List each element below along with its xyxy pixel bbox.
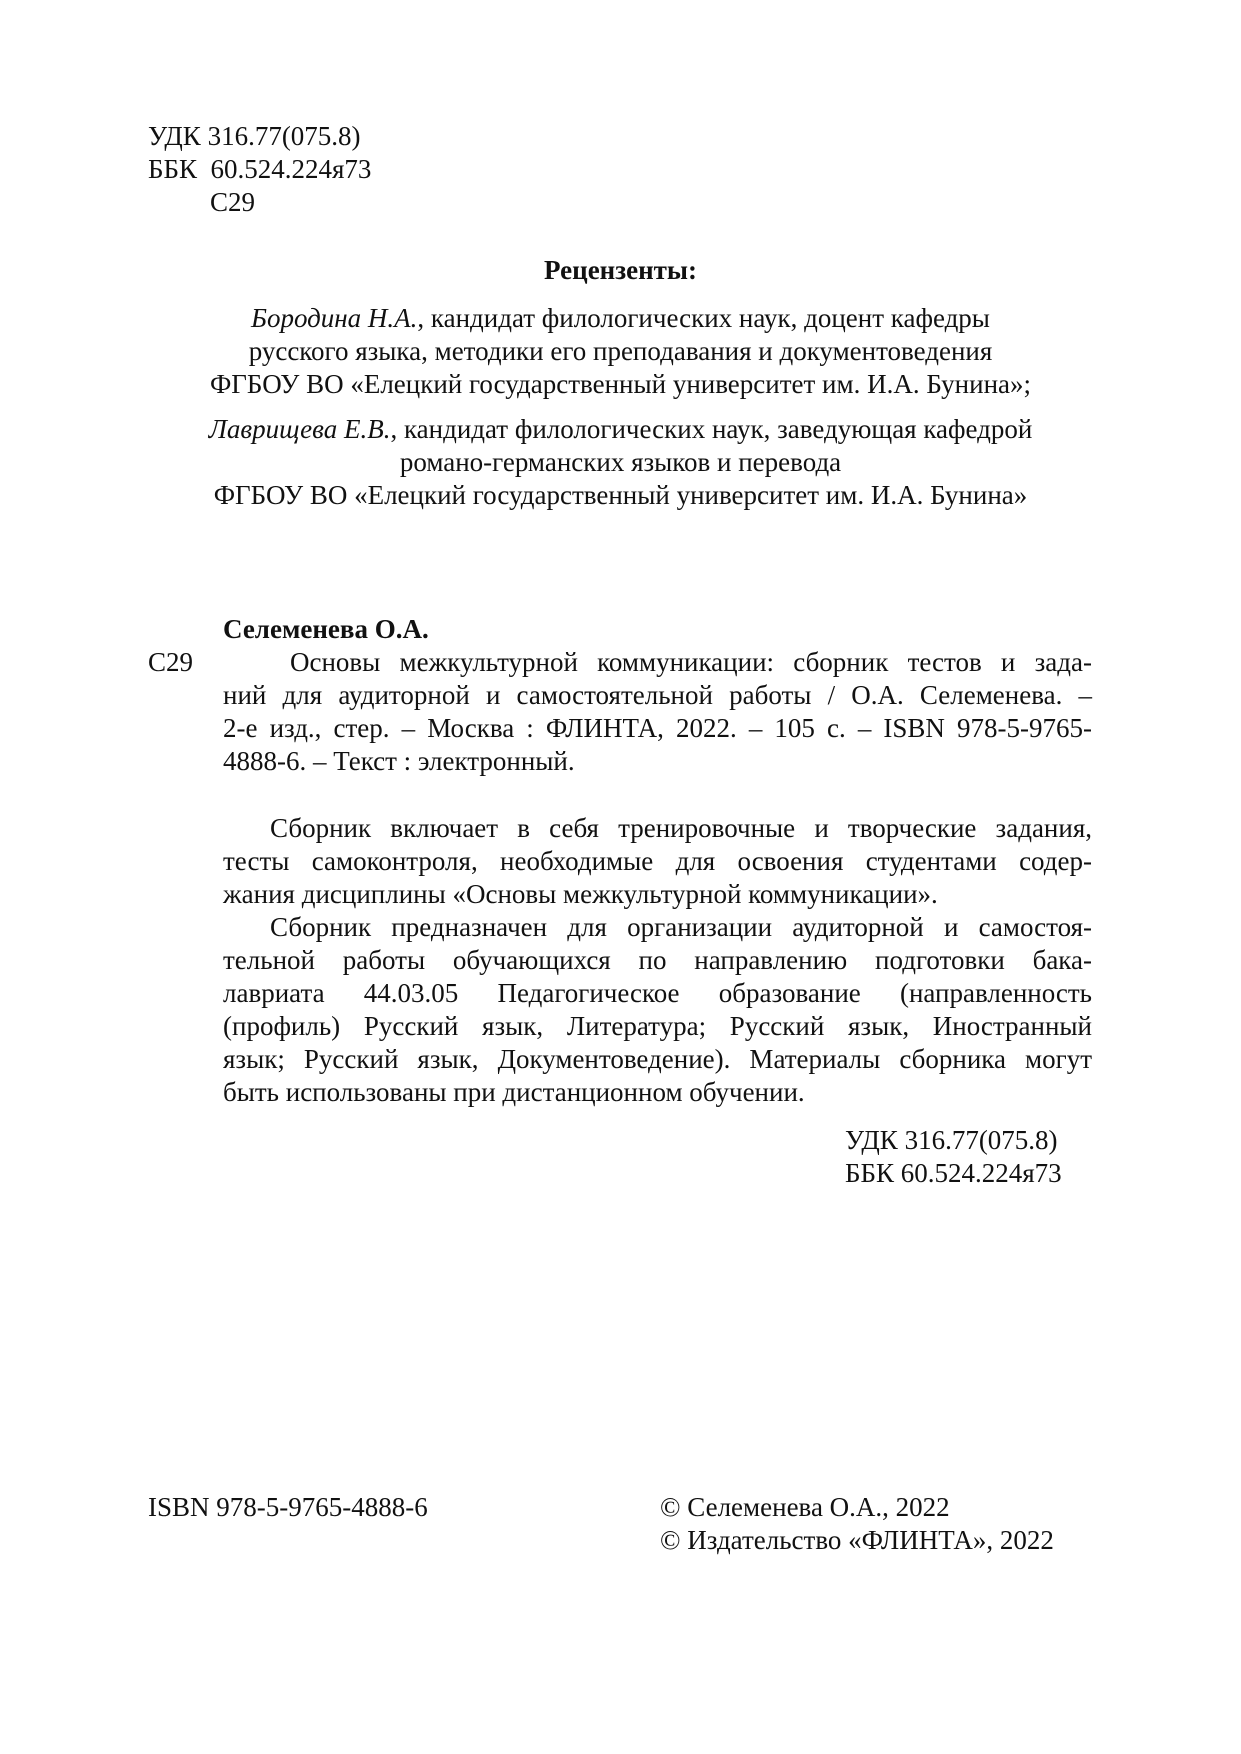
reviewer-2-title: , кандидат филологических наук, заведующая кафедрой — [390, 414, 1033, 444]
annotation-p2-line-3: лавриата 44.03.05 Педагогическое образование (направленность — [223, 978, 1092, 1008]
reviewer-2-line-3: ФГБОУ ВО «Елецкий государственный университет им. И.А. Бунина» — [213, 480, 1028, 510]
annotation-p1-line-2: тесты самоконтроля, необходимые для освоения студентами содер- — [223, 846, 1092, 876]
author-sign-top: С29 — [210, 187, 256, 217]
bib-line-4: 4888-6. – Текст : электронный. — [223, 746, 575, 776]
udk-bottom: УДК 316.77(075.8) — [845, 1125, 1058, 1155]
annotation-p2-line-2: тельной работы обучающихся по направлению подготовки бака- — [223, 945, 1092, 975]
isbn: ISBN 978-5-9765-4888-6 — [148, 1492, 428, 1522]
reviewer-1-line-1 — [0, 302, 1241, 335]
annotation-p1-line-1: Сборник включает в себя тренировочные и творческие задания, — [270, 813, 1092, 843]
reviewers-heading: Рецензенты: — [544, 255, 697, 285]
bbk-top: ББК 60.524.224я73 — [148, 154, 372, 184]
author-sign: С29 — [148, 647, 194, 677]
reviewer-2-name: Лаврищева Е.В. — [208, 414, 391, 444]
annotation-p1-line-3: жания дисциплины «Основы межкультурной коммуникации». — [223, 879, 938, 909]
bbk-bottom: ББК 60.524.224я73 — [845, 1158, 1062, 1188]
book-author: Селеменева О.А. — [223, 614, 429, 644]
bib-line-1: Основы межкультурной коммуникации: сборник тестов и зада- — [290, 647, 1092, 677]
reviewer-2-line-1 — [0, 413, 1241, 446]
annotation-p2-line-6: быть использованы при дистанционном обучении. — [223, 1077, 805, 1107]
reviewer-1-line-3: ФГБОУ ВО «Елецкий государственный университет им. И.А. Бунина»; — [209, 369, 1032, 399]
reviewer-1-line-2: русского языка, методики его преподавания и документоведения — [248, 336, 993, 366]
reviewer-1-title: , кандидат филологических наук, доцент кафедры — [417, 303, 990, 333]
reviewer-2-line-2: романо-германских языков и перевода — [399, 447, 842, 477]
copyright-author: © Селеменева О.А., 2022 — [660, 1492, 950, 1522]
bib-line-2: ний для аудиторной и самостоятельной работы / О.А. Селеменева. – — [223, 680, 1092, 710]
reviewer-1-name: Бородина Н.А. — [251, 303, 418, 333]
copyright-publisher: © Издательство «ФЛИНТА», 2022 — [660, 1525, 1054, 1555]
annotation-p2-line-5: язык; Русский язык, Документоведение). Материалы сборника могут — [223, 1044, 1092, 1074]
annotation-p2-line-4: (профиль) Русский язык, Литература; Русский язык, Иностранный — [223, 1011, 1092, 1041]
bib-line-3: 2-е изд., стер. – Москва : ФЛИНТА, 2022. – 105 с. – ISBN 978-5-9765- — [223, 713, 1092, 743]
udk-top: УДК 316.77(075.8) — [148, 121, 361, 151]
annotation-p2-line-1: Сборник предназначен для организации аудиторной и самостоя- — [270, 912, 1092, 942]
